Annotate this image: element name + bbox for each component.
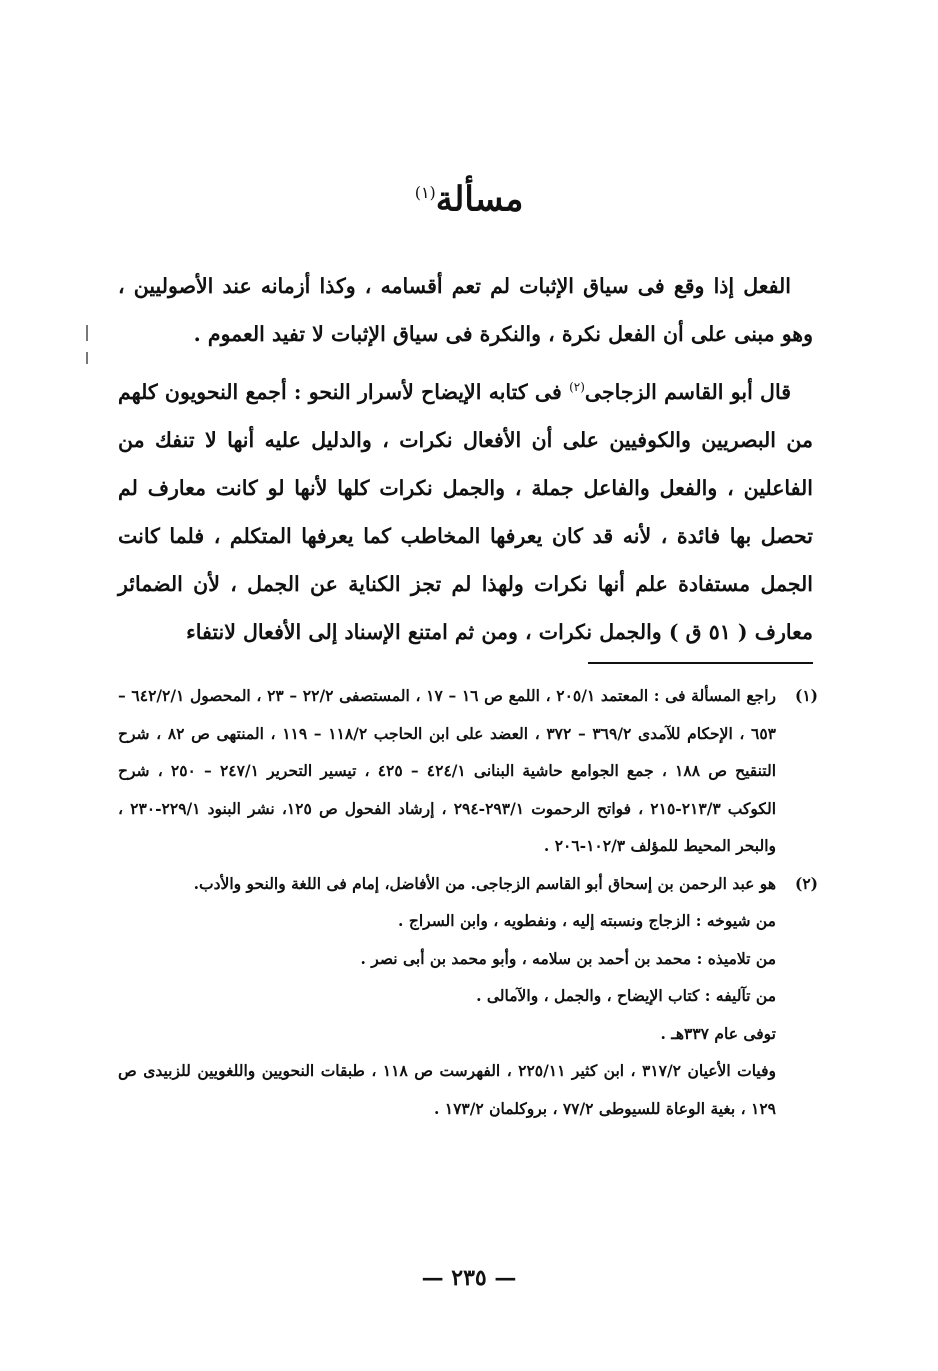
paragraph-2-body: كتابه الإيضاح لأسرار النحو : أجمع النحويون كلهم من البصريين والكوفيين على أن الأفعال نكرات ، والدليل عليه أنها لا تنفك من الفاعلين ، والفعل والفاعل جملة ، والجمل نكرات كلها لأنها لو كانت معارف لم تحصل بها فائدة ، لأنه قد كان يعرفها المخاطب كما يعرفها المتكلم ، فلما كانت الجمل مستفادة علم أنها نكرات ولهذا لم تجز الكناية عن الجمل ، لأن الضمائر معارف ( ٥١ ق ) والجمل نكرات ، ومن ثم امتنع الإسناد إلى الأفعال لانتفاء — [118, 379, 813, 644]
paragraph-1: الفعل إذا وقع فى سياق الإثبات لم تعم أقسامه ، وكذا أزمانه عند الأصوليين ، وهو مبنى على أن الفعل نكرة ، والنكرة فى سياق الإثبات لا تفيد العموم . — [118, 274, 813, 346]
page-title — [0, 168, 938, 224]
footnotes — [118, 677, 818, 1127]
page-number: — ٢٣٥ — — [421, 1265, 517, 1291]
footnote-2-line-4: من تآليفه : كتاب الإيضاح ، والجمل ، والآمالى . — [476, 986, 776, 1005]
footnote-2-number: (٢) — [794, 873, 818, 893]
footnote-2-line-2: من شيوخه : الزجاج ونسبته إليه ، ونفطويه ، وابن السراج . — [398, 911, 776, 930]
footnote-divider — [588, 662, 813, 664]
paragraph-2-joiner: فى — [527, 379, 570, 404]
main-text — [118, 262, 813, 656]
footnote-1-number: (١) — [794, 686, 818, 705]
footnote-2 — [118, 865, 818, 1128]
footnote-2-line-1: هو عبد الرحمن بن إسحاق أبو القاسم الزجاجى. من الأفاضل، إمام فى اللغة والنحو والأدب. — [193, 873, 776, 893]
title-text: مسألة — [435, 179, 524, 220]
margin-mark-bottom — [86, 352, 88, 364]
footnote-1 — [118, 677, 818, 865]
footnote-2-body — [118, 865, 776, 1128]
footnote-2-line-3: من تلاميذه : محمد بن أحمد بن سلامه ، وأبو محمد بن أبى نصر . — [360, 948, 776, 968]
title-footnote-ref: (١) — [414, 183, 436, 202]
footnote-1-text: راجع المسألة فى : المعتمد ٢٠٥/١ ، اللمع ص ١٦ – ١٧ ، المستصفى ٢٢/٢ – ٢٣ ، المحصول ٦٤٢/٢/١ – ٦٥٣ ، الإحكام للآمدى ٣٦٩/٢ – ٣٧٢ ، العضد على ابن الحاجب ١١٨/٢ – ١١٩ ، المنتهى ص ٨٢ ، شرح التنقيح ص ١٨٨ ، جمع الجوامع حاشية البنانى ٤٢٤/١ – ٤٢٥ ، تيسير التحرير ٢٤٧/١ – ٢٥٠ ، شرح الكوكب ٢١٣/٣-٢١٥ ، فواتح الرحموت ٢٩٣/١-٢٩٤ ، إرشاد الفحول ص ١٢٥، نشر البنود ٢٢٩/١-٢٣٠ ، والبحر المحيط للمؤلف ١٠٢/٣-٢٠٦ . — [118, 686, 777, 855]
margin-mark-top — [86, 325, 88, 341]
footnote-2-sources: وفيات الأعيان ٣١٧/٢ ، ابن كثير ٢٢٥/١١ ، الفهرست ص ١١٨ ، طبقات النحويين واللغويين للزبيدى ص ١٢٩ ، بغية الوعاة للسيوطى ٧٧/٢ ، بروكلمان ١٧٣/٢ . — [118, 1061, 776, 1118]
paragraph-2 — [118, 363, 813, 656]
paragraph-2-lead: قال أبو القاسم الزجاجى — [584, 379, 792, 404]
paragraph-2-footnote-ref: (٢) — [569, 380, 585, 394]
footnote-2-line-5: توفى عام ٣٣٧هـ . — [660, 1023, 776, 1043]
